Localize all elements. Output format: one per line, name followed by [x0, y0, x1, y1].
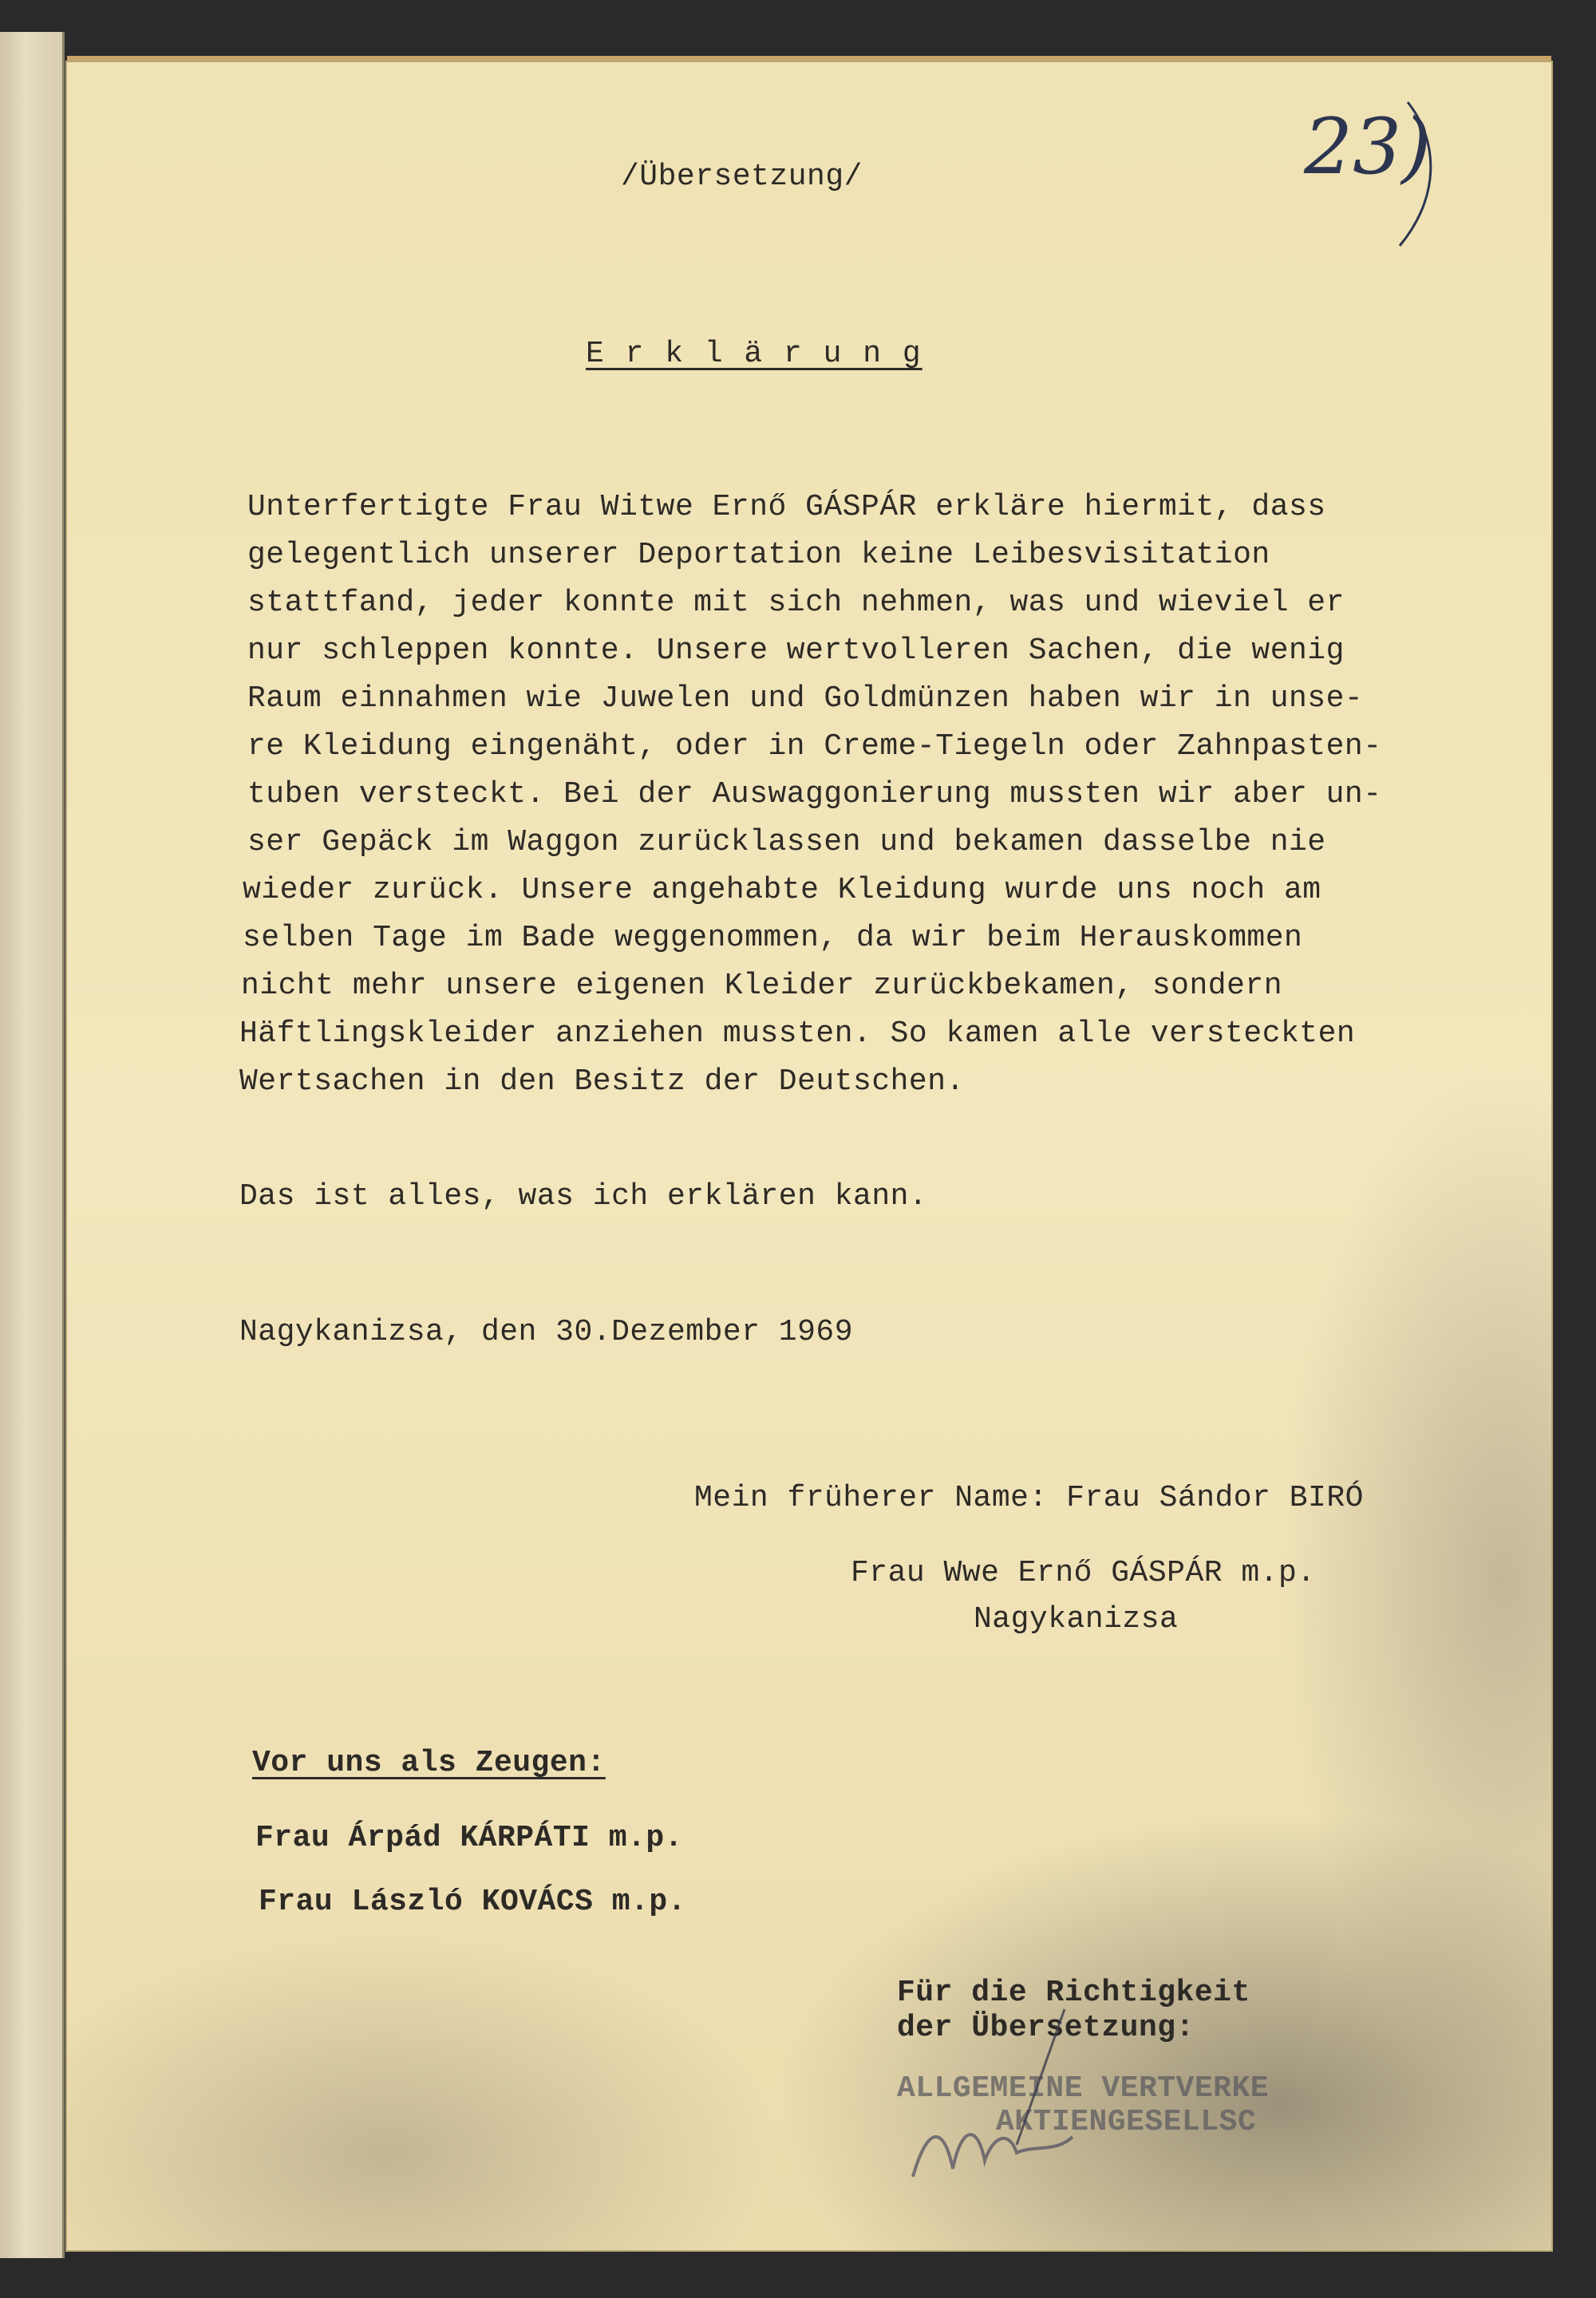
place-date: Nagykanizsa, den 30.Dezember 1969	[239, 1315, 854, 1349]
handwritten-signature	[897, 1993, 1136, 2193]
body-line: tuben versteckt. Bei der Auswaggonierung mussten wir aber un-	[247, 777, 1382, 811]
body-line: Unterfertigte Frau Witwe Ernő GÁSPÁR erkläre hiermit, dass	[247, 490, 1326, 524]
body-line: Häftlingskleider anziehen mussten. So kamen alle versteckten	[239, 1017, 1356, 1051]
body-line: ser Gepäck im Waggon zurücklassen und bekamen dasselbe nie	[247, 825, 1326, 859]
page-number: 23)	[1304, 102, 1432, 192]
body-line: nur schleppen konnte. Unsere wertvolleren Sachen, die wenig	[247, 634, 1345, 668]
document-page	[67, 62, 1551, 2250]
signatory-name: Frau Wwe Ernő GÁSPÁR m.p.	[851, 1556, 1316, 1590]
binder-strip	[0, 32, 65, 2258]
body-line: stattfand, jeder konnte mit sich nehmen, was und wieviel er	[247, 586, 1345, 620]
document-header: /Übersetzung/	[621, 160, 863, 194]
witness-entry: Frau László KOVÁCS m.p.	[259, 1885, 686, 1919]
certification-line: der Übersetzung:	[897, 2011, 1195, 2045]
certification-line: Für die Richtigkeit	[897, 1976, 1250, 2010]
body-line: re Kleidung eingenäht, oder in Creme-Tiegeln oder Zahnpasten-	[247, 729, 1382, 764]
witness-entry: Frau Árpád KÁRPÁTI m.p.	[255, 1821, 683, 1855]
body-line: gelegentlich unserer Deportation keine Leibesvisitation	[247, 538, 1270, 572]
body-line: Wertsachen in den Besitz der Deutschen.	[239, 1064, 965, 1099]
document-title: E r k l ä r u n g	[586, 337, 922, 371]
body-line: selben Tage im Bade weggenommen, da wir beim Herauskommen	[243, 921, 1303, 955]
company-stamp-line: ALLGEMEINE VERTVERKE	[897, 2071, 1270, 2106]
body-line: nicht mehr unsere eigenen Kleider zurückbekamen, sondern	[241, 969, 1283, 1003]
body-line: Raum einnahmen wie Juwelen und Goldmünzen haben wir in unse-	[247, 681, 1364, 716]
page-number-bracket	[1392, 94, 1456, 254]
former-name: Mein früherer Name: Frau Sándor BIRÓ	[694, 1481, 1364, 1515]
signatory-city: Nagykanizsa	[974, 1602, 1179, 1637]
witnesses-heading: Vor uns als Zeugen:	[252, 1746, 606, 1780]
body-line: wieder zurück. Unsere angehabte Kleidung wurde uns noch am	[243, 873, 1321, 907]
closing-sentence: Das ist alles, was ich erklären kann.	[239, 1179, 928, 1214]
company-stamp-line: AKTIENGESELLSC	[996, 2105, 1257, 2139]
